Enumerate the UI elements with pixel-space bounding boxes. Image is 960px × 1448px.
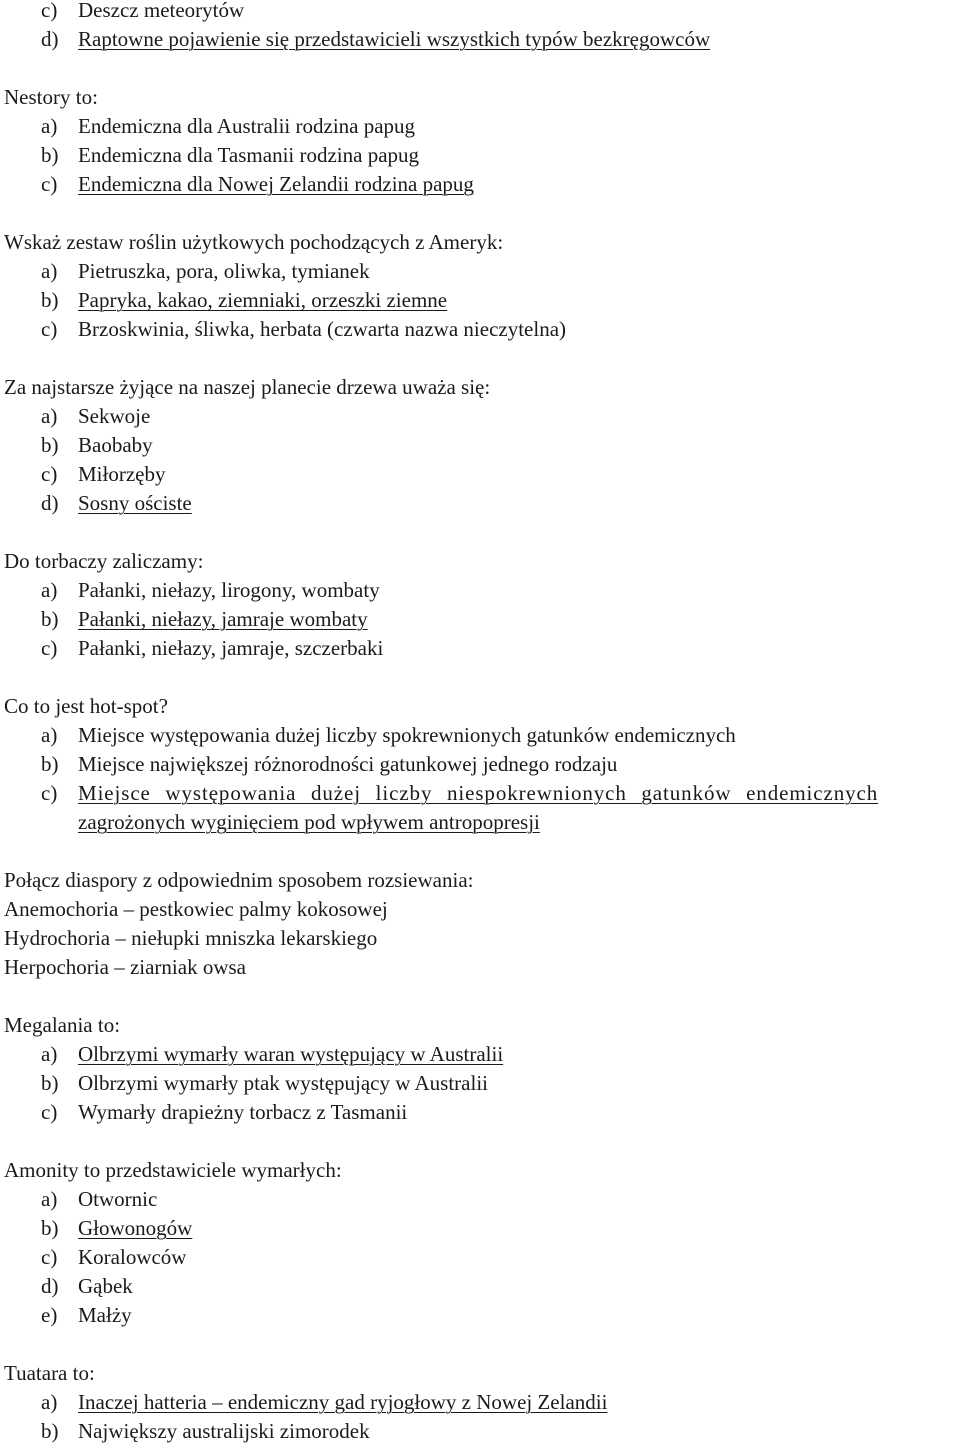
option-text: Inaczej hatteria – endemiczny gad ryjogłowy z Nowej Zelandii bbox=[78, 1390, 608, 1414]
pairing-line: Anemochoria – pestkowiec palmy kokosowej bbox=[4, 897, 388, 921]
option-text: Małży bbox=[78, 1303, 132, 1327]
option-letter: c) bbox=[41, 636, 58, 660]
answer-option bbox=[0, 750, 960, 779]
question-block bbox=[0, 866, 960, 982]
question-text: Do torbaczy zaliczamy: bbox=[4, 549, 204, 573]
option-letter: c) bbox=[41, 462, 58, 486]
answer-option-correct bbox=[0, 605, 960, 634]
option-text: Brzoskwinia, śliwka, herbata (czwarta nazwa nieczytelna) bbox=[78, 317, 567, 341]
answer-option bbox=[0, 634, 960, 663]
option-letter: a) bbox=[41, 404, 58, 428]
option-letter: a) bbox=[41, 259, 58, 283]
answer-option bbox=[0, 1301, 960, 1330]
answer-option bbox=[0, 315, 960, 344]
option-text: Raptowne pojawienie się przedstawicieli wszystkich typów bezkręgowców bbox=[78, 27, 711, 51]
answer-option bbox=[0, 721, 960, 750]
option-text: Miejsce występowania dużej liczby spokrewnionych gatunków endemicznych bbox=[78, 723, 736, 747]
answer-option-correct bbox=[0, 286, 960, 315]
answer-option bbox=[0, 1243, 960, 1272]
question-text: Za najstarsze żyjące na naszej planecie drzewa uważa się: bbox=[4, 375, 491, 399]
option-letter: c) bbox=[41, 781, 58, 805]
question-text: Amonity to przedstawiciele wymarłych: bbox=[4, 1158, 342, 1182]
option-text: Gąbek bbox=[78, 1274, 133, 1298]
question-block bbox=[0, 692, 960, 837]
option-text: Olbrzymi wymarły ptak występujący w Australii bbox=[78, 1071, 489, 1095]
answer-option-correct bbox=[0, 489, 960, 518]
option-text: Pałanki, niełazy, jamraje, szczerbaki bbox=[78, 636, 384, 660]
option-letter: b) bbox=[41, 143, 59, 167]
question-text: Tuatara to: bbox=[4, 1361, 95, 1385]
answer-option-correct bbox=[0, 25, 960, 54]
answer-option bbox=[0, 112, 960, 141]
answer-option bbox=[0, 1098, 960, 1127]
option-text: Endemiczna dla Australii rodzina papug bbox=[78, 114, 416, 138]
option-text: Wymarły drapieżny torbacz z Tasmanii bbox=[78, 1100, 408, 1124]
answer-option-correct bbox=[0, 1388, 960, 1417]
option-text: Pietruszka, pora, oliwka, tymianek bbox=[78, 259, 370, 283]
option-letter: b) bbox=[41, 607, 59, 631]
option-letter: c) bbox=[41, 1100, 58, 1124]
answer-option bbox=[0, 141, 960, 170]
answer-option-continuation bbox=[0, 808, 960, 837]
option-text: Papryka, kakao, ziemniaki, orzeszki ziemne bbox=[78, 288, 448, 312]
option-text: Sekwoje bbox=[78, 404, 151, 428]
question-block bbox=[0, 0, 960, 54]
answer-option bbox=[0, 431, 960, 460]
answer-option bbox=[0, 1417, 960, 1446]
question-block bbox=[0, 1156, 960, 1330]
answer-option bbox=[0, 402, 960, 431]
answer-option bbox=[0, 0, 960, 25]
option-text: Głowonogów bbox=[78, 1216, 193, 1240]
option-text: Pałanki, niełazy, lirogony, wombaty bbox=[78, 578, 380, 602]
option-text: Olbrzymi wymarły waran występujący w Australii bbox=[78, 1042, 504, 1066]
option-letter: a) bbox=[41, 578, 58, 602]
answer-option-correct bbox=[0, 1214, 960, 1243]
question-block bbox=[0, 1011, 960, 1127]
option-letter: e) bbox=[41, 1303, 58, 1327]
option-text: Baobaby bbox=[78, 433, 153, 457]
option-letter: a) bbox=[41, 1042, 58, 1066]
question-text: Nestory to: bbox=[4, 85, 98, 109]
answer-option bbox=[0, 576, 960, 605]
option-letter: a) bbox=[41, 723, 58, 747]
answer-option bbox=[0, 460, 960, 489]
option-text: Pałanki, niełazy, jamraje wombaty bbox=[78, 607, 368, 631]
question-text: Co to jest hot-spot? bbox=[4, 694, 168, 718]
option-text: Endemiczna dla Nowej Zelandii rodzina papug bbox=[78, 172, 474, 196]
option-letter: c) bbox=[41, 0, 58, 22]
question-block bbox=[0, 373, 960, 518]
option-letter: b) bbox=[41, 1419, 59, 1443]
option-letter: d) bbox=[41, 27, 59, 51]
option-letter: c) bbox=[41, 317, 58, 341]
option-text: Deszcz meteorytów bbox=[78, 0, 245, 22]
option-text: Miejsce występowania dużej liczby niespokrewnionych gatunków endemicznych bbox=[78, 781, 879, 805]
question-block bbox=[0, 83, 960, 199]
option-letter: b) bbox=[41, 1071, 59, 1095]
answer-option-correct bbox=[0, 170, 960, 199]
question-block bbox=[0, 228, 960, 344]
option-letter: b) bbox=[41, 1216, 59, 1240]
pairing-line: Hydrochoria – niełupki mniszka lekarskiego bbox=[4, 926, 378, 950]
option-letter: a) bbox=[41, 114, 58, 138]
option-letter: b) bbox=[41, 433, 59, 457]
option-letter: c) bbox=[41, 1245, 58, 1269]
option-text: Miłorzęby bbox=[78, 462, 166, 486]
answer-option-correct bbox=[0, 779, 960, 808]
question-block bbox=[0, 1359, 960, 1446]
option-text-continuation: zagrożonych wyginięciem pod wpływem antropopresji bbox=[78, 810, 540, 834]
option-letter: a) bbox=[41, 1390, 58, 1414]
answer-option bbox=[0, 1069, 960, 1098]
option-text: Największy australijski zimorodek bbox=[78, 1419, 370, 1443]
question-text: Połącz diaspory z odpowiednim sposobem rozsiewania: bbox=[4, 868, 474, 892]
option-letter: d) bbox=[41, 491, 59, 515]
question-block bbox=[0, 547, 960, 663]
option-letter: a) bbox=[41, 1187, 58, 1211]
option-letter: b) bbox=[41, 288, 59, 312]
answer-option bbox=[0, 1272, 960, 1301]
answer-option bbox=[0, 1185, 960, 1214]
option-text: Otwornic bbox=[78, 1187, 158, 1211]
option-text: Koralowców bbox=[78, 1245, 187, 1269]
question-text: Wskaż zestaw roślin użytkowych pochodzących z Ameryk: bbox=[4, 230, 504, 254]
option-letter: c) bbox=[41, 172, 58, 196]
option-text: Sosny ościste bbox=[78, 491, 192, 515]
question-text: Megalania to: bbox=[4, 1013, 121, 1037]
option-text: Endemiczna dla Tasmanii rodzina papug bbox=[78, 143, 420, 167]
answer-option bbox=[0, 257, 960, 286]
answer-option-correct bbox=[0, 1040, 960, 1069]
option-letter: b) bbox=[41, 752, 59, 776]
option-letter: d) bbox=[41, 1274, 59, 1298]
option-text: Miejsce największej różnorodności gatunkowej jednego rodzaju bbox=[78, 752, 618, 776]
pairing-line: Herpochoria – ziarniak owsa bbox=[4, 955, 246, 979]
